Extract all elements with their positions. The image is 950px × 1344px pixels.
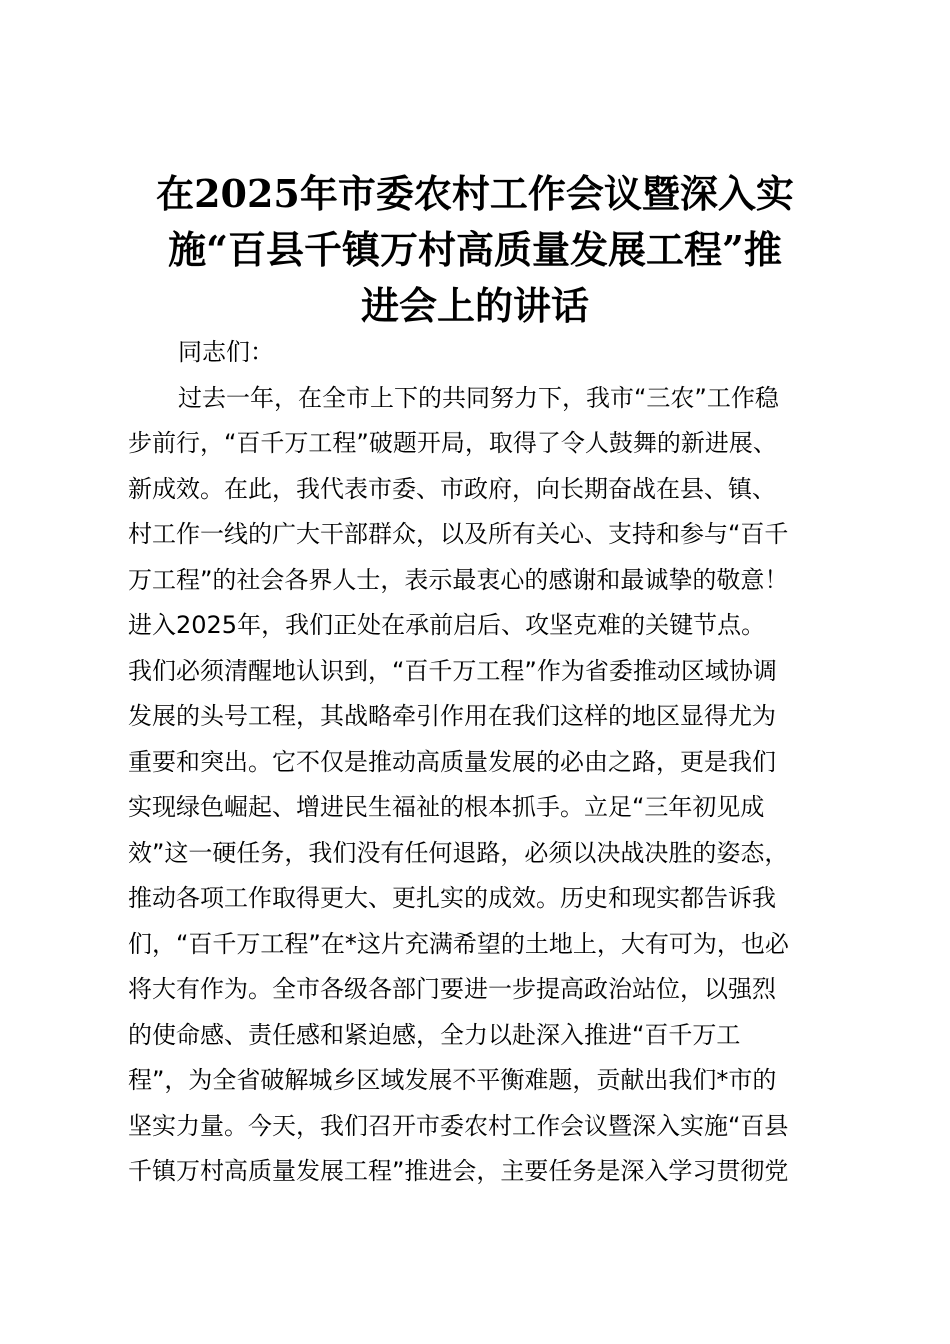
speech-body (128, 330, 848, 1195)
body-line: 千镇万村高质量发展工程”推进会，主要任务是深入学习贯彻党 (128, 1157, 789, 1185)
body-line: 过去一年，在全市上下的共同努力下，我市“三农”工作稳 (178, 383, 779, 412)
body-line: 步前行，“百千万工程”破题开局，取得了令人鼓舞的新进展、 (128, 429, 777, 457)
title-line: 施“百县千镇万村高质量发展工程”推 (168, 227, 782, 272)
body-line: 新成效。在此，我代表市委、市政府，向长期奋战在县、镇、 (128, 474, 776, 503)
body-line: 实现绿色崛起、增进民生福祉的根本抓手。立足“三年初见成 (128, 793, 765, 821)
body-line: 将大有作为。全市各级各部门要进一步提高政治站位，以强烈 (128, 975, 776, 1003)
body-line: 的使命感、责任感和紧迫感，全力以赴深入推进“百千万工 (128, 1020, 741, 1049)
body-line: 万工程”的社会各界人士，表示最衷心的感谢和最诚挚的敬意！ (128, 565, 789, 594)
salutation: 同志们： (178, 338, 274, 366)
body-line: 程”，为全省破解城乡区域发展不平衡难题，贡献出我们*市的 (128, 1066, 777, 1094)
title-line: 进会上的讲话 (360, 283, 589, 328)
body-line: 们，“百千万工程”在*这片充满希望的土地上，大有可为，也必 (128, 929, 789, 958)
body-line: 效”这一硬任务，我们没有任何退路，必须以决战决胜的姿态， (128, 838, 789, 867)
title-line: 在2025年市委农村工作会议暨深入实 (156, 171, 794, 216)
body-line: 推动各项工作取得更大、更扎实的成效。历史和现实都告诉我 (128, 884, 776, 912)
body-line: 我们必须清醒地认识到，“百千万工程”作为省委推动区域协调 (128, 656, 777, 685)
body-line: 重要和突出。它不仅是推动高质量发展的必由之路，更是我们 (128, 747, 776, 776)
body-line: 村工作一线的广大干部群众，以及所有关心、支持和参与“百千 (128, 520, 789, 548)
body-line: 进入2025年，我们正处在承前启后、攻坚克难的关键节点。 (128, 611, 766, 639)
body-line: 发展的头号工程，其战略牵引作用在我们这样的地区显得尤为 (128, 702, 776, 730)
document-title (110, 166, 840, 334)
body-line: 坚实力量。今天，我们召开市委农村工作会议暨深入实施“百县 (128, 1111, 789, 1140)
